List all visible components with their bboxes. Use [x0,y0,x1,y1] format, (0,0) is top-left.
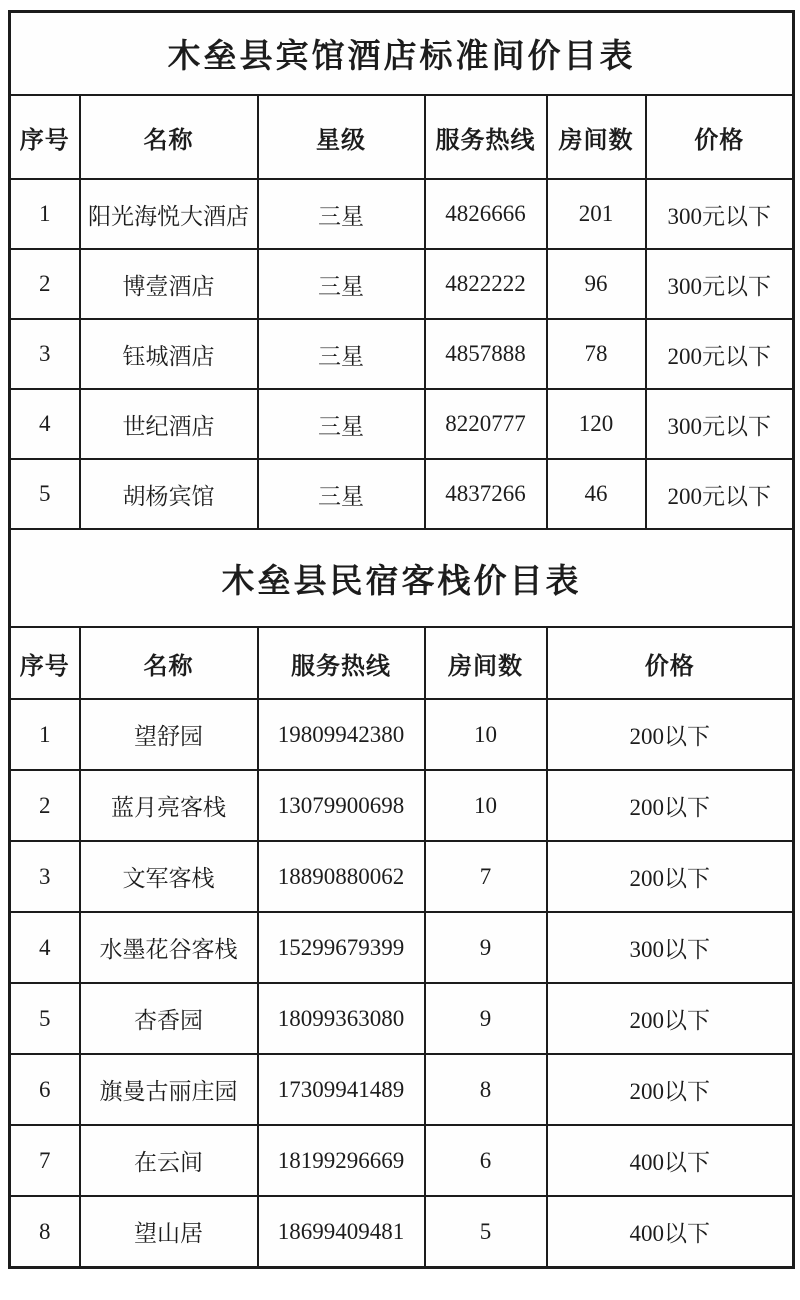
cell-serial: 1 [10,179,80,249]
cell-room-count: 5 [425,1196,547,1268]
hotel-col-price: 价格 [646,95,794,179]
cell-serial: 2 [10,770,80,841]
cell-hotline: 18199296669 [258,1125,425,1196]
cell-serial: 6 [10,1054,80,1125]
homestay-table-row [10,1054,794,1125]
cell-star-rating: 三星 [258,249,425,319]
cell-room-count: 96 [547,249,646,319]
homestay-col-room-count: 房间数 [425,627,547,699]
cell-serial: 5 [10,983,80,1054]
cell-hotline: 4857888 [425,319,547,389]
homestay-col-hotline: 服务热线 [258,627,425,699]
hotel-table-row [10,389,794,459]
cell-name: 在云间 [80,1125,258,1196]
homestay-table-row [10,699,794,770]
cell-hotline: 19809942380 [258,699,425,770]
homestay-table-row [10,770,794,841]
cell-star-rating: 三星 [258,179,425,249]
homestay-table-row [10,912,794,983]
cell-price: 300元以下 [646,249,794,319]
cell-hotline: 13079900698 [258,770,425,841]
cell-room-count: 46 [547,459,646,529]
cell-star-rating: 三星 [258,319,425,389]
cell-name: 蓝月亮客栈 [80,770,258,841]
cell-hotline: 8220777 [425,389,547,459]
hotel-col-serial: 序号 [10,95,80,179]
cell-hotline: 18699409481 [258,1196,425,1268]
cell-name: 胡杨宾馆 [80,459,258,529]
cell-room-count: 8 [425,1054,547,1125]
hotel-table-header-row [10,95,794,179]
hotel-table-title: 木垒县宾馆酒店标准间价目表 [10,12,794,96]
homestay-table-row [10,841,794,912]
cell-name: 旗曼古丽庄园 [80,1054,258,1125]
cell-name: 望舒园 [80,699,258,770]
cell-price: 400以下 [547,1196,794,1268]
hotel-table-row [10,179,794,249]
cell-price: 200以下 [547,1054,794,1125]
cell-name: 博壹酒店 [80,249,258,319]
homestay-table-header-row [10,627,794,699]
cell-price: 200元以下 [646,459,794,529]
cell-serial: 4 [10,389,80,459]
cell-room-count: 120 [547,389,646,459]
cell-hotline: 18890880062 [258,841,425,912]
cell-hotline: 17309941489 [258,1054,425,1125]
cell-price: 300以下 [547,912,794,983]
hotel-col-hotline: 服务热线 [425,95,547,179]
hotel-table-row [10,249,794,319]
homestay-table-title: 木垒县民宿客栈价目表 [10,529,794,627]
cell-serial: 3 [10,841,80,912]
cell-price: 200以下 [547,841,794,912]
homestay-table-title-row [10,529,794,627]
cell-serial: 2 [10,249,80,319]
hotel-table-row [10,459,794,529]
cell-hotline: 18099363080 [258,983,425,1054]
cell-room-count: 6 [425,1125,547,1196]
cell-name: 水墨花谷客栈 [80,912,258,983]
hotel-col-room-count: 房间数 [547,95,646,179]
cell-room-count: 201 [547,179,646,249]
cell-serial: 1 [10,699,80,770]
cell-room-count: 7 [425,841,547,912]
cell-price: 400以下 [547,1125,794,1196]
cell-room-count: 10 [425,770,547,841]
hotel-table-row [10,319,794,389]
cell-price: 300元以下 [646,179,794,249]
cell-name: 望山居 [80,1196,258,1268]
cell-price: 300元以下 [646,389,794,459]
cell-price: 200以下 [547,983,794,1054]
cell-serial: 7 [10,1125,80,1196]
cell-hotline: 15299679399 [258,912,425,983]
homestay-col-name: 名称 [80,627,258,699]
cell-room-count: 9 [425,983,547,1054]
homestay-col-price: 价格 [547,627,794,699]
price-list-tables [8,10,795,1269]
cell-name: 杏香园 [80,983,258,1054]
homestay-table-row [10,983,794,1054]
cell-room-count: 78 [547,319,646,389]
homestay-table-row [10,1125,794,1196]
hotel-table-title-row [10,12,794,96]
cell-hotline: 4837266 [425,459,547,529]
cell-serial: 3 [10,319,80,389]
cell-price: 200元以下 [646,319,794,389]
cell-star-rating: 三星 [258,459,425,529]
cell-serial: 4 [10,912,80,983]
homestay-col-serial: 序号 [10,627,80,699]
cell-hotline: 4822222 [425,249,547,319]
cell-serial: 5 [10,459,80,529]
cell-name: 世纪酒店 [80,389,258,459]
cell-price: 200以下 [547,699,794,770]
cell-name: 钰城酒店 [80,319,258,389]
cell-star-rating: 三星 [258,389,425,459]
cell-room-count: 9 [425,912,547,983]
cell-name: 阳光海悦大酒店 [80,179,258,249]
homestay-table-row [10,1196,794,1268]
cell-price: 200以下 [547,770,794,841]
cell-serial: 8 [10,1196,80,1268]
cell-room-count: 10 [425,699,547,770]
hotel-col-star-rating: 星级 [258,95,425,179]
cell-name: 文军客栈 [80,841,258,912]
cell-hotline: 4826666 [425,179,547,249]
hotel-col-name: 名称 [80,95,258,179]
